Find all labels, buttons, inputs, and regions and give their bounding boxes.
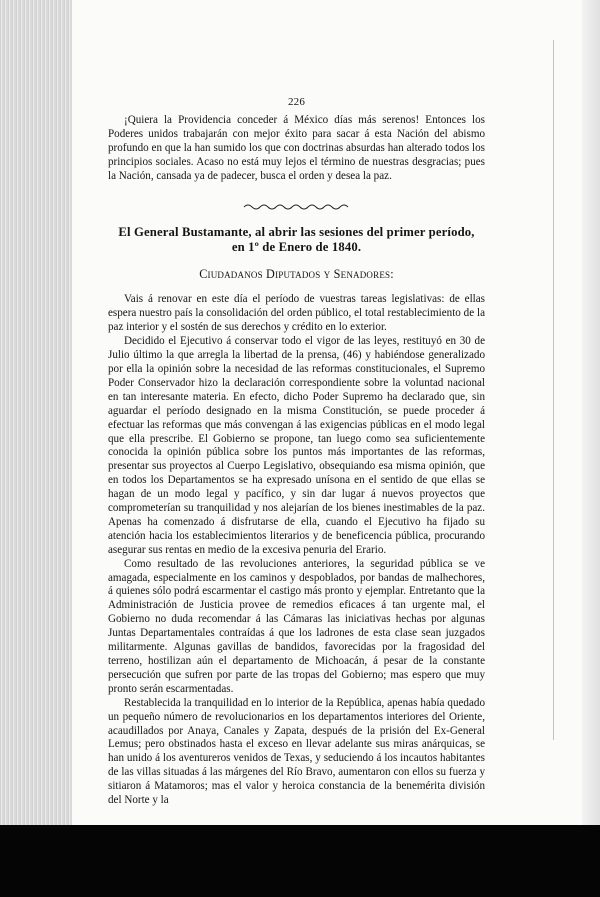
paragraph-4: Restablecida la tranquilidad en lo interior de la República, apenas había quedado un pequeño número de revolucionarios en los departamentos interiores del Oriente, acaudillados por Anaya, Canales y Zapata, después de la prisión del Ex-General Lemus; pero obstinados hasta el exceso en llevar adelante sus miras anárquicas, se han unido á los aventureros venidos de Texas, y seduciendo á los incautos habitantes de las villas situadas á las márgenes del Río Bravo, aumentaron con ellos su fuerza y sitiaron á Matamoros; mas el valor y heroica constancia de la benemérita división del Norte y la [108, 696, 485, 807]
decorative-rule [242, 202, 352, 212]
paragraph-2: Decidido el Ejecutivo á conservar todo el vigor de las leyes, restituyó en 30 de Julio último la que arregla la libertad de la prensa, (46) y habiéndose generalizado por ella la opinión sobre la necesidad de las reformas constitucionales, el Supremo Poder Conservador hizo la declaración correspondiente sobre la voluntad nacional en tan interesante materia. En efecto, dicho Poder Supremo ha declarado que, sin aguardar el período designado en la misma Constitución, se puede proceder á efectuar las reformas que más convengan á las exigencias públicas en el modo legal que ella prescribe. El Gobierno se propone, tan luego como sea suficientemente conocida la opinión pública sobre los puntos más importantes de las reformas, presentar sus proyectos al Cuerpo Legislativo, obsequiando esa misma opinión, que en todos los Departamentos se ha expresado unísona en el sentido de que ellas se hagan de un modo legal y pacífico, y sin dar lugar á nuevos proyectos que comprometerían su tranquilidad y nos alejarían de los bienes inestimables de la paz. Apenas ha comenzado á disfrutarse de ella, cuando el Ejecutivo ha fijado su atención hacia los establecimientos literarios y de beneficencia pública, procurando asegurar sus rentas en medio de la excesiva penuria del Erario. [108, 335, 485, 556]
document-text [108, 96, 485, 808]
paragraph-3: Como resultado de las revoluciones anteriores, la seguridad pública se ve amagada, especialmente en los caminos y despoblados, por bandas de malhechores, á quienes sólo podrá escarmentar el castigo más pronto y ejemplar. Entretanto que la Administración de Justicia provee de remedios eficaces á tan urgente mal, el Gobierno no duda recomendar á las Cámaras las iniciativas hechas por algunas Juntas Departamentales contraídas á que los ladrones de esta clase sean juzgados militarmente. Algunas gavillas de bandidos, favorecidas por la fragosidad del terreno, hostilizan aún el departamento de Michoacán, á pesar de la constante persecución que sufren por parte de las tropas del Gobierno; mas espero que muy pronto serán escarmentadas. [108, 557, 485, 695]
scan-bottom-band [0, 825, 600, 897]
page-number: 226 [287, 96, 306, 108]
salutation: Ciudadanos Diputados y Senadores: [199, 267, 394, 282]
page-edge-line [553, 40, 554, 740]
scan-left-border [0, 0, 72, 897]
paragraph-1: Vais á renovar en este día el período de vuestras tareas legislativas: de ellas espera nuestro país la consolidación del orden público, el total restablecimiento de la paz interior y el sostén de sus derechos y crédito en lo exterior. [108, 293, 485, 334]
section-title-line-1: El General Bustamante, al abrir las sesiones del primer período, [118, 225, 475, 240]
scan-right-border [582, 0, 600, 897]
section-title-line-2: en 1º de Enero de 1840. [231, 240, 362, 255]
intro-paragraph: ¡Quiera la Providencia conceder á México días más serenos! Entonces los Poderes unidos trabajarán con mejor éxito para sacar á esta Nación del abismo profundo en que la han sumido los que con doctrinas absurdas han alterado todos los principios sociales. Acaso no está muy lejos el término de nuestras desgracias; pues la Nación, cansada ya de padecer, busca el orden y desea la paz. [108, 113, 485, 182]
